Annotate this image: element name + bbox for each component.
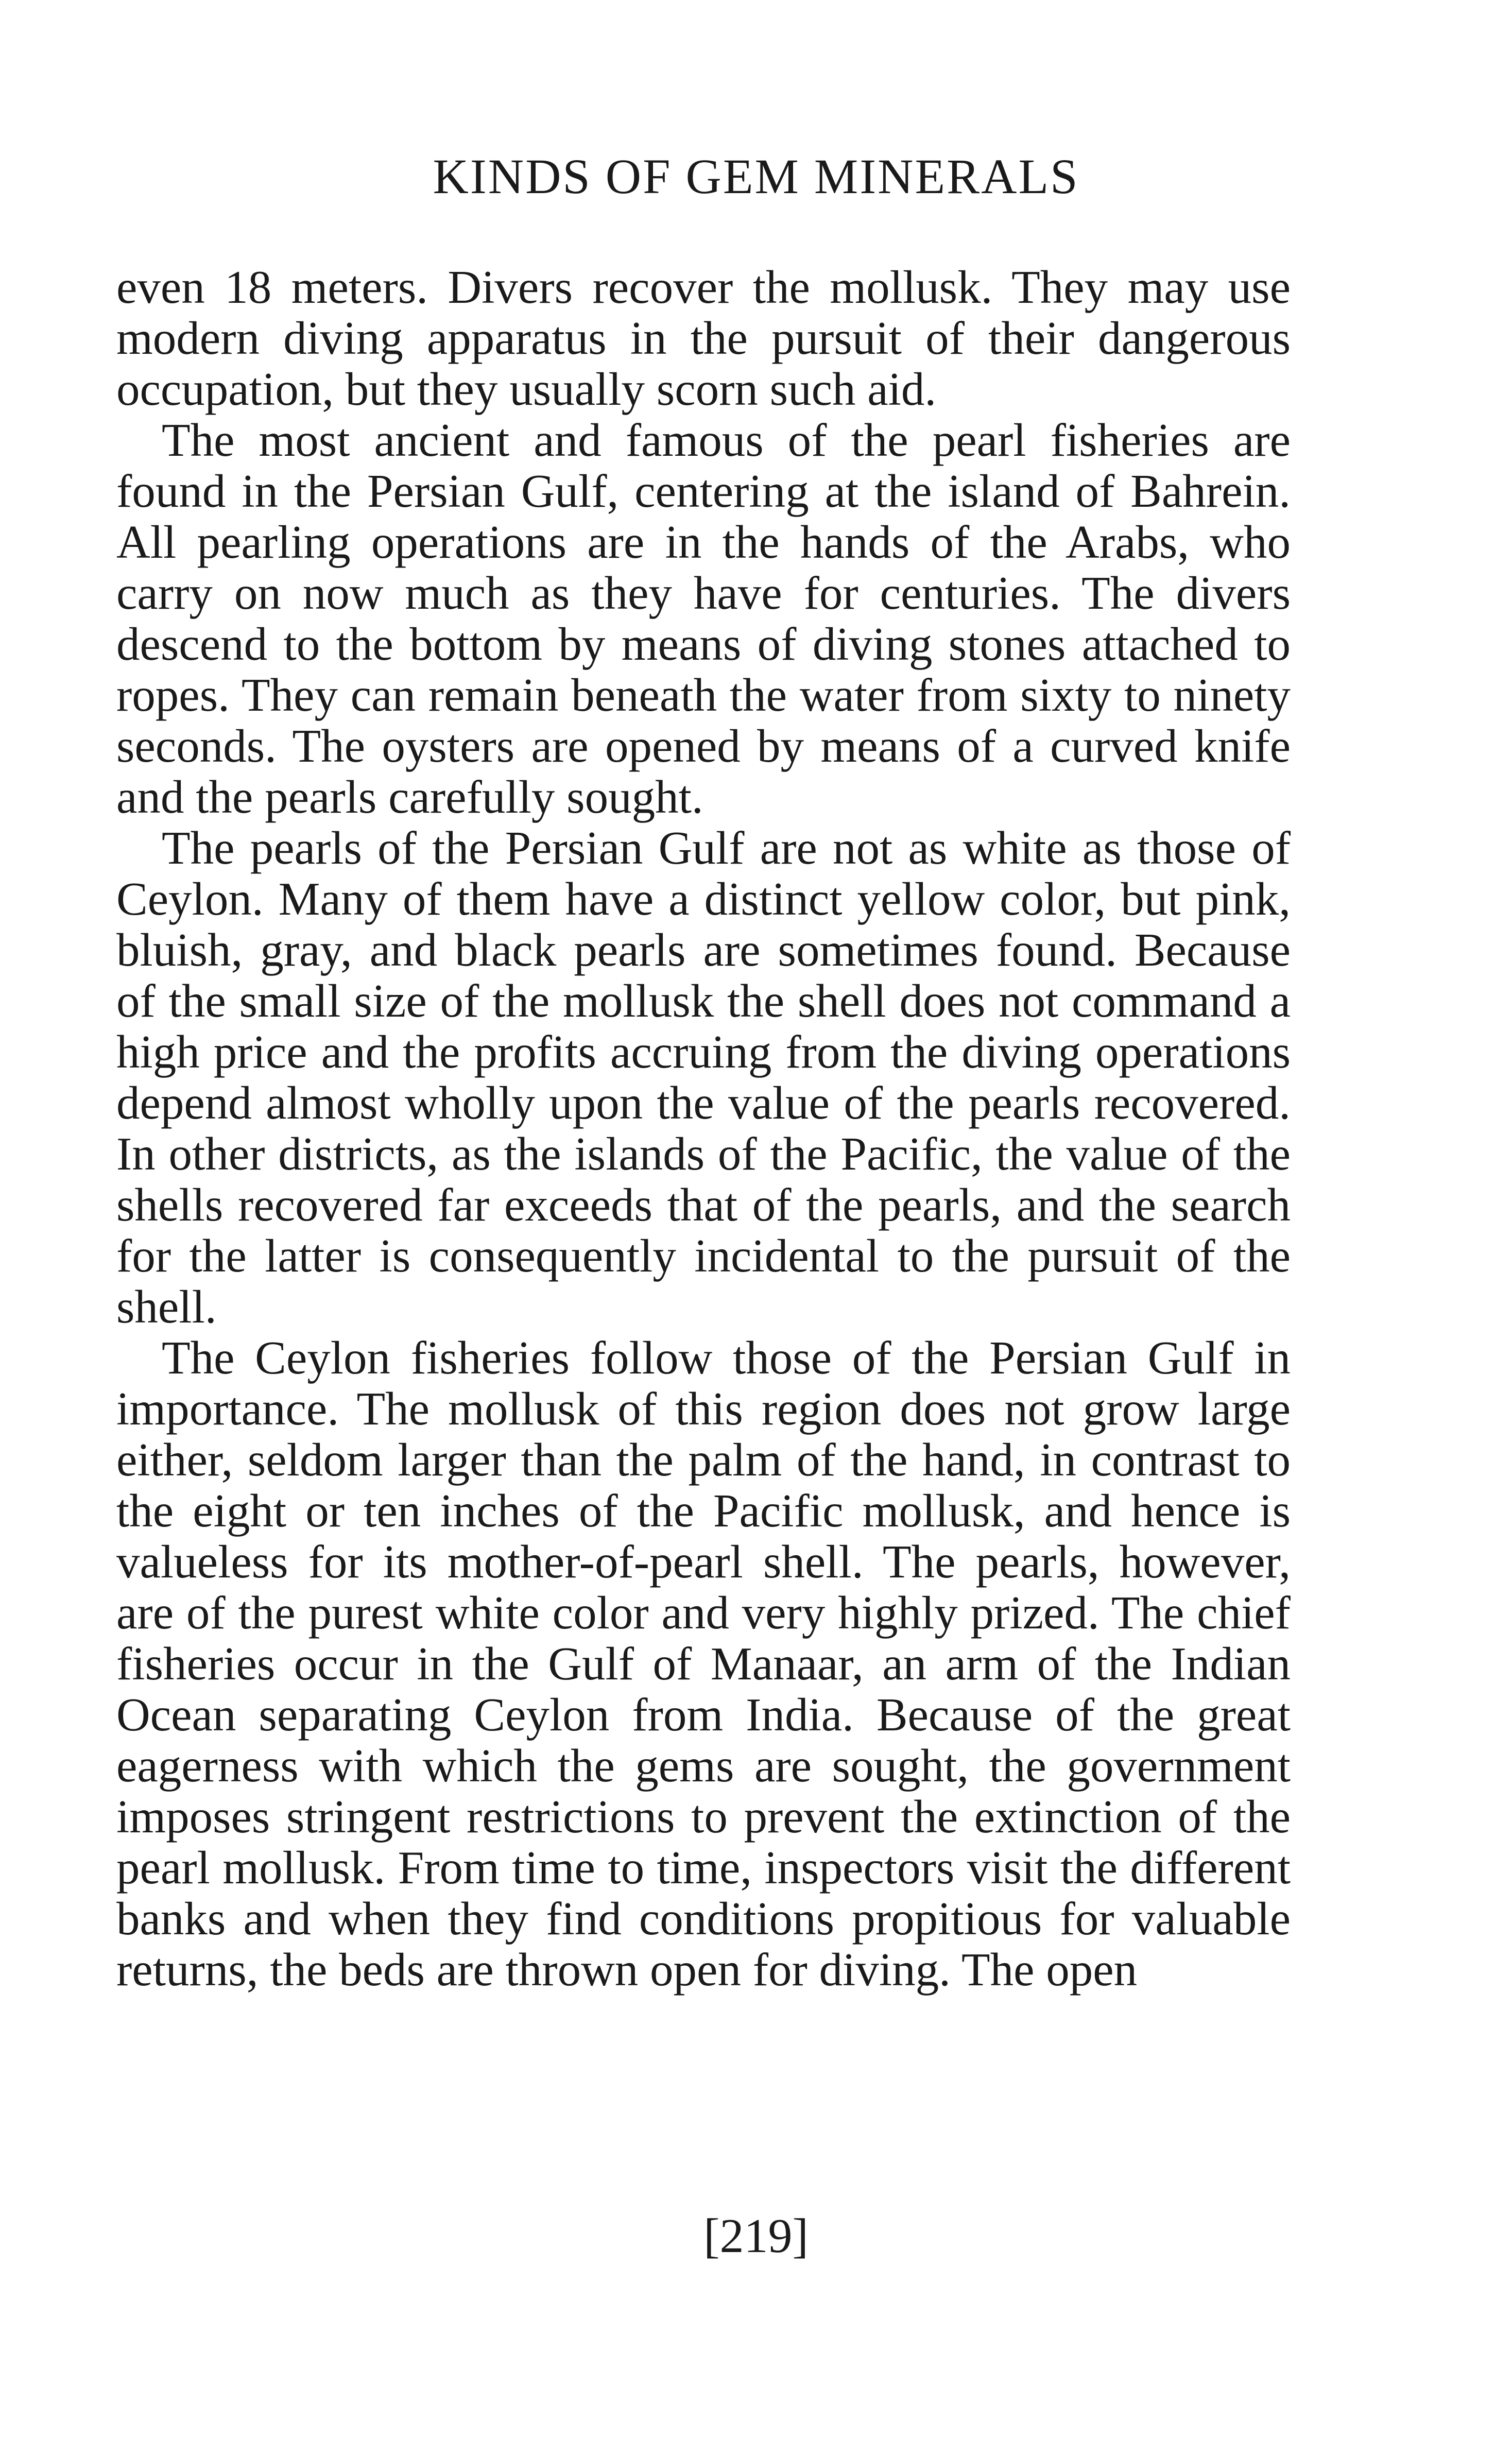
paragraph-continued: even 18 meters. Divers recover the mollusk. They may use modern diving apparatus in the pursuit of their dangerous occupation, but they usually scorn such aid. (116, 261, 1291, 415)
running-head-title: KINDS OF GEM MINERALS (433, 149, 1079, 204)
body-text (116, 262, 1291, 1995)
page-number: [219] (703, 2209, 809, 2263)
paragraph-persian-gulf-pearls: The pearls of the Persian Gulf are not as white as those of Ceylon. Many of them have a distinct yellow color, but pink, bluish, gray, and black pearls are sometimes found. Because of the small size of the mollusk the shell does not command a high price and the profits accruing from the diving operations depend almost wholly upon the value of the pearls recovered. In other districts, as the islands of the Pacific, the value of the shells recovered far exceeds that of the pearls, and the search for the latter is consequently incidental to the pursuit of the shell. (116, 822, 1291, 1333)
paragraph-ceylon-fisheries: The Ceylon fisheries follow those of the Persian Gulf in importance. The mollusk of this region does not grow large either, seldom larger than the palm of the hand, in contrast to the eight or ten inches of the Pacific mollusk, and hence is valueless for its mother-of-pearl shell. The pearls, however, are of the purest white color and very highly prized. The chief fisheries occur in the Gulf of Manaar, an arm of the Indian Ocean separating Ceylon from India. Because of the great eagerness with which the gems are sought, the government imposes stringent restrictions to prevent the extinction of the pearl mollusk. From time to time, inspectors visit the different banks and when they find conditions propitious for valuable returns, the beds are thrown open for diving. The open (116, 1332, 1291, 1996)
paragraph-persian-gulf-fisheries: The most ancient and famous of the pearl fisheries are found in the Persian Gulf, centering at the island of Bahrein. All pearling operations are in the hands of the Arabs, who carry on now much as they have for centuries. The divers descend to the bottom by means of diving stones attached to ropes. They can remain beneath the water from sixty to ninety seconds. The oysters are opened by means of a curved knife and the pearls carefully sought. (116, 414, 1291, 823)
